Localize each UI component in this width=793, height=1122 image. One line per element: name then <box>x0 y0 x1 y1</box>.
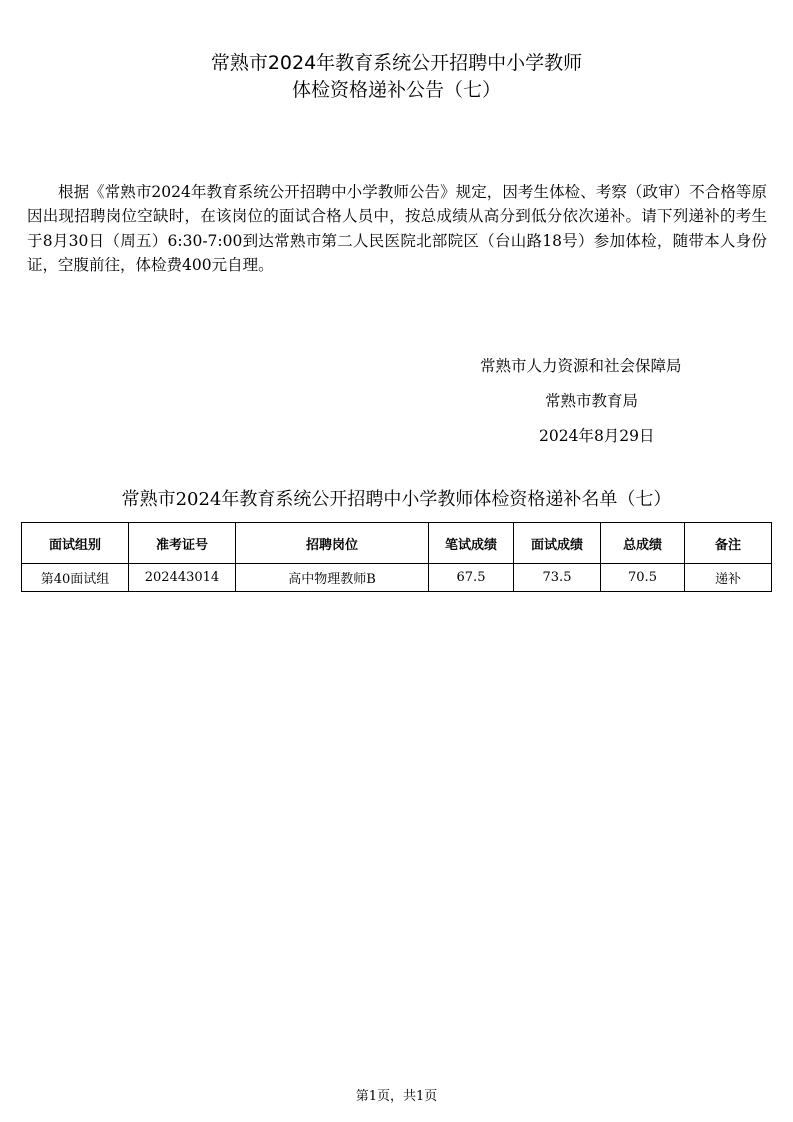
cell-total-score: 70.5 <box>601 564 685 592</box>
cell-written-score: 67.5 <box>429 564 514 592</box>
header-interview-score: 面试成绩 <box>514 523 601 564</box>
header-position: 招聘岗位 <box>236 523 429 564</box>
header-interview-group: 面试组别 <box>22 523 129 564</box>
signature-date: 2024年8月29日 <box>539 427 655 445</box>
page-footer: 第1页，共1页 <box>355 1089 438 1104</box>
candidate-table <box>21 522 772 592</box>
header-remarks: 备注 <box>685 523 772 564</box>
signature-org-education: 常熟市教育局 <box>545 392 639 410</box>
cell-position: 高中物理教师B <box>236 564 429 592</box>
header-exam-ticket-number: 准考证号 <box>129 523 236 564</box>
announcement-title-line-1: 常熟市2024年教育系统公开招聘中小学教师 <box>210 52 583 74</box>
cell-interview-group: 第40面试组 <box>22 564 129 592</box>
announcement-body-paragraph: 根据《常熟市2024年教育系统公开招聘中小学教师公告》规定，因考生体检、考察（政审）不合格等原因出现招聘岗位空缺时，在该岗位的面试合格人员中，按总成绩从高分到低分依次递补。请下列递补的考生于8月30日（周五）6:30-7:00到达常熟市第二人民医院北部院区（台山路18号）参加体检，随带本人身份证，空腹前往，体检费400元自理。 <box>27 183 767 274</box>
header-written-score: 笔试成绩 <box>429 523 514 564</box>
announcement-title-line-2: 体检资格递补公告（七） <box>291 79 501 101</box>
signature-org-hrss: 常熟市人力资源和社会保障局 <box>480 357 682 375</box>
cell-remarks: 递补 <box>685 564 772 592</box>
cell-exam-ticket-number: 202443014 <box>129 564 236 592</box>
table-row <box>22 564 772 592</box>
list-title: 常熟市2024年教育系统公开招聘中小学教师体检资格递补名单（七） <box>121 489 672 510</box>
header-total-score: 总成绩 <box>601 523 685 564</box>
table-header-row <box>22 523 772 564</box>
cell-interview-score: 73.5 <box>514 564 601 592</box>
